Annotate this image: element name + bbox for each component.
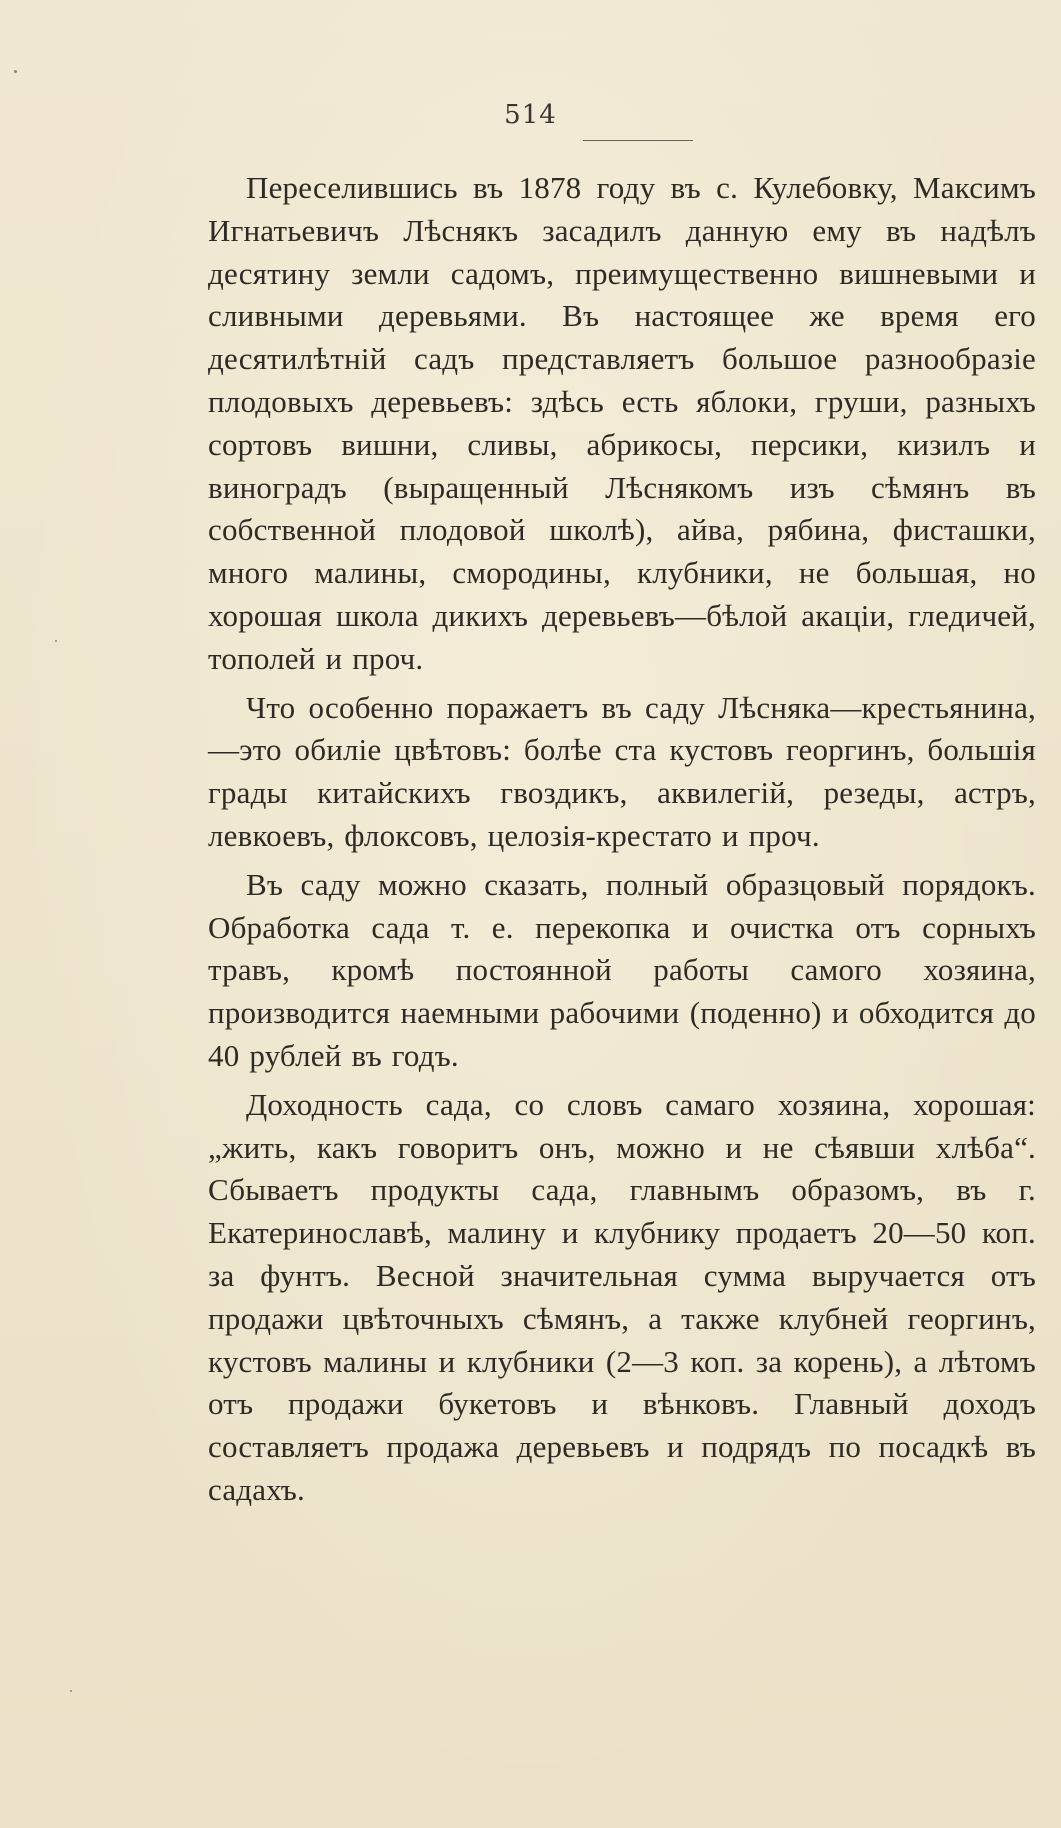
body-text [208,167,1036,1512]
paper-speck [70,1690,72,1692]
page-number-rule [583,140,693,141]
paragraph-garden-order: Въ саду можно сказать, полный образцовый порядокъ. Обработка сада т. е. перекопка и очистка отъ сорныхъ травъ, кромѣ постоянной работы самого хозяина, производится наемными рабочими (поденно) и обходится до 40 рублей въ годъ. [208,866,1036,1073]
paragraph-garden-history: Переселившись въ 1878 году въ с. Кулебовку, Максимъ Игнатьевичъ Лѣснякъ засадилъ данную ему въ надѣлъ десятину земли садомъ, преимущественно вишневыми и сливными деревьями. Въ настоящее же время его десятилѣтній садъ представляетъ большое разнообразіе плодовыхъ деревьевъ: здѣсь есть яблоки, груши, разныхъ сортовъ вишни, сливы, абрикосы, персики, кизилъ и виноградъ (выращенный Лѣснякомъ изъ сѣмянъ въ собственной плодовой школѣ), айва, рябина, фисташки, много малины, смородины, клубники, не большая, но хорошая школа дикихъ деревьевъ—бѣлой акаціи, гледичей, тополей и проч. [208,170,1036,676]
paper-speck [14,70,17,73]
paper-speck [55,640,57,642]
paragraph-garden-income: Доходность сада, со словъ самаго хозяина, хорошая: „жить, какъ говоритъ онъ, можно и не сѣявши хлѣба“. Сбываетъ продукты сада, главнымъ образомъ, въ г. Екатеринославѣ, малину и клубнику продаетъ 20—50 коп. за фунтъ. Весной значительная сумма выручается отъ продажи цвѣточныхъ сѣмянъ, а также клубней георгинъ, кустовъ малины и клубники (2—3 коп. за корень), а лѣтомъ отъ продажи букетовъ и вѣнковъ. Главный доходъ составляетъ продажа деревьевъ и подрядъ по посадкѣ въ садахъ. [208,1086,1036,1507]
page-number: 514 [504,100,557,130]
paragraph-flowers: Что особенно поражаетъ въ саду Лѣсняка—крестьянина,—это обиліе цвѣтовъ: болѣе ста кустовъ георгинъ, большія грады китайскихъ гвоздикъ, аквилегій, резеды, астръ, левкоевъ, флоксовъ, целозія-крестато и проч. [208,689,1036,853]
